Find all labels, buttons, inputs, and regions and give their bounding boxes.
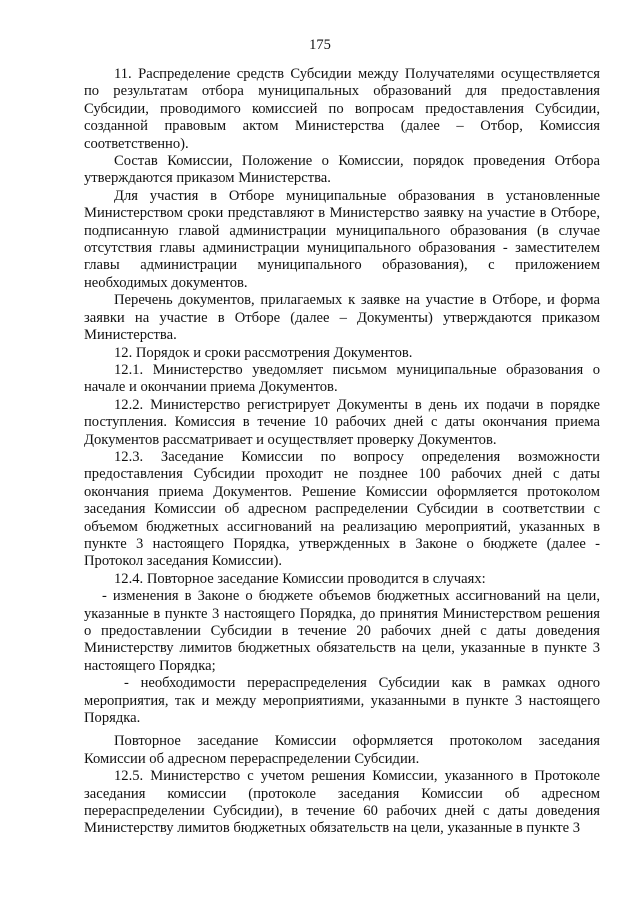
document-body <box>84 66 600 838</box>
paragraph-11: 11. Распределение средств Субсидии между Получателями осуществляется по результатам отбора муниципальных образований для предоставления Субсидии, проводимого комиссией по вопросам предоставления Субсидии, созданной правовым актом Министерства (далее – Отбор, Комиссия соответственно). <box>84 66 600 152</box>
list-item-budget-change: - изменения в Законе о бюджете объемов бюджетных ассигнований на цели, указанные в пункте 3 настоящего Порядка, до принятия Министерством решения о предоставлении Субсидии в течение 20 рабочих дней с даты доведения Министерству лимитов бюджетных обязательств на цели, указанные в пункте 3 настоящего Порядка; <box>84 588 600 674</box>
paragraph-12-2: 12.2. Министерство регистрирует Документы в день их подачи в порядке поступления. Комиссия в течение 10 рабочих дней с даты окончания приема Документов рассматривает и осуществляет проверку Документов. <box>84 396 600 448</box>
paragraph-repeat-meeting: Повторное заседание Комиссии оформляется протоколом заседания Комиссии об адресном перераспределении Субсидии. <box>84 733 600 767</box>
paragraph-12-5: 12.5. Министерство с учетом решения Комиссии, указанного в Протоколе заседания комиссии (протоколе заседания Комиссии об адресном перераспределении Субсидии), в течение 60 рабочих дней с даты доведения Министерству лимитов бюджетных обязательств на цели, указанные в пункте 3 <box>84 768 600 837</box>
paragraph-12: 12. Порядок и сроки рассмотрения Документов. <box>114 344 413 361</box>
paragraph-commission-composition: Состав Комиссии, Положение о Комиссии, порядок проведения Отбора утверждаются приказом Министерства. <box>84 153 600 187</box>
page-number: 175 <box>309 37 331 53</box>
paragraph-12-1: 12.1. Министерство уведомляет письмом муниципальные образования о начале и окончании приема Документов. <box>84 361 600 396</box>
paragraph-documents-list: Перечень документов, прилагаемых к заявке на участие в Отборе, и форма заявки на участие в Отборе (далее – Документы) утверждаются приказом Министерства. <box>84 292 600 344</box>
list-item-redistribution: - необходимости перераспределения Субсидии как в рамках одного мероприятия, так и между мероприятиями, указанными в пункте 3 настоящего Порядка. <box>84 675 600 727</box>
paragraph-participation: Для участия в Отборе муниципальные образования в установленные Министерством сроки представляют в Министерство заявку на участие в Отборе, подписанную главой администрации муниципального образования (в случае отсутствия главы администрации муниципального образования - заместителем главы администрации муниципального образования), с приложением необходимых документов. <box>84 187 600 291</box>
paragraph-12-4: 12.4. Повторное заседание Комиссии проводится в случаях: <box>114 570 486 587</box>
paragraph-12-3: 12.3. Заседание Комиссии по вопросу определения возможности предоставления Субсидии проходит не позднее 100 рабочих дней с даты окончания приема Документов. Решение Комиссии оформляется протоколом заседания Комиссии об адресном распределении Субсидии в соответствии с объемом бюджетных ассигнований на реализацию мероприятий, указанных в пункте 3 настоящего Порядка, утвержденных в Законе о бюджете (далее - Протокол заседания Комиссии). <box>84 448 600 570</box>
